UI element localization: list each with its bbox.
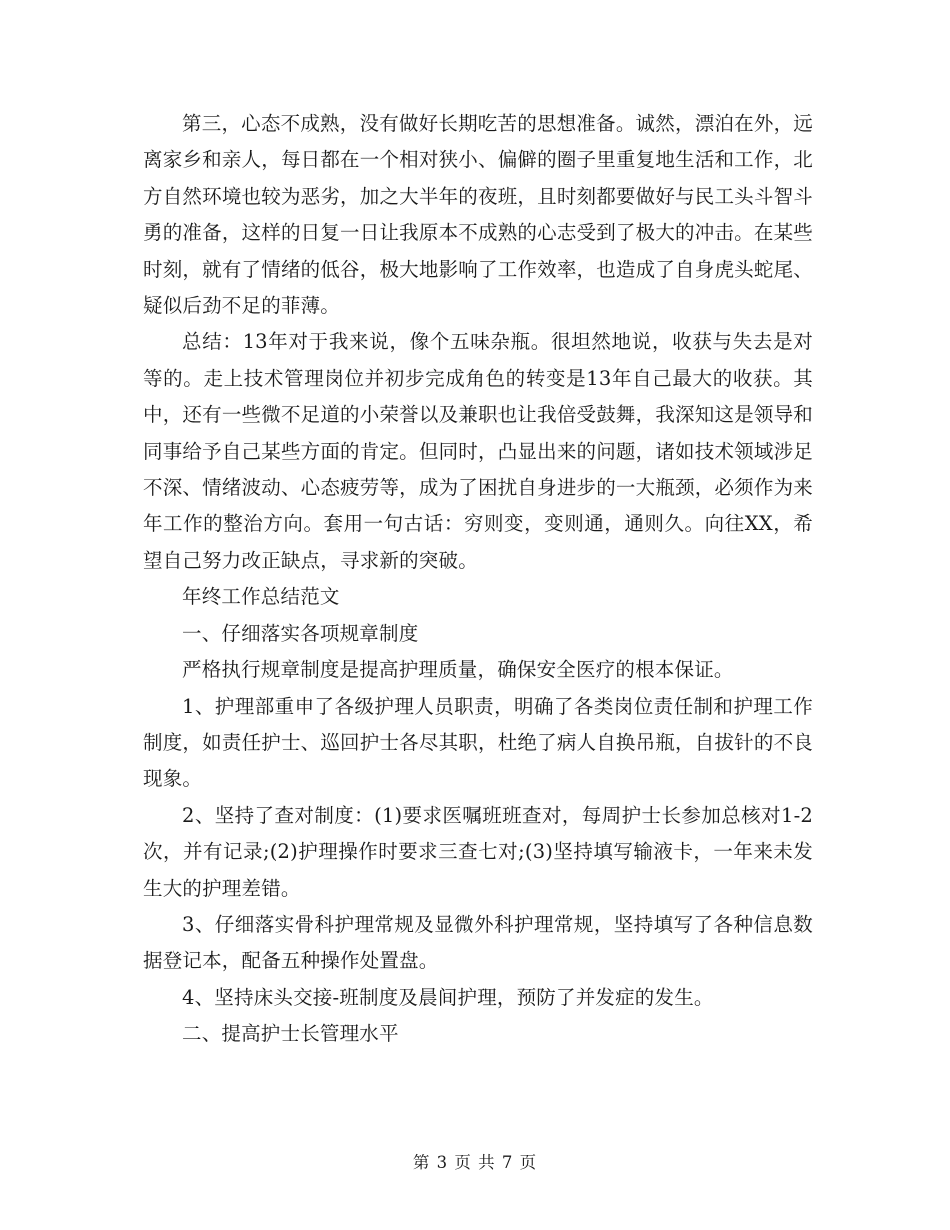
paragraph-item-3: 3、仔细落实骨科护理常规及显微外科护理常规，坚持填写了各种信息数据登记本，配备五种操作处置盘。 <box>143 912 813 973</box>
section-title: 年终工作总结范文 <box>182 585 340 609</box>
paragraph-item-4: 4、坚持床头交接-班制度及晨间护理，预防了并发症的发生。 <box>182 985 714 1009</box>
paragraph-item-2: 2、坚持了查对制度：(1)要求医嘱班班查对，每周护士长参加总核对1-2次，并有记录;(2)护理操作时要求三查七对;(3)坚持填写输液卡，一年来未发生大的护理差错。 <box>143 803 813 900</box>
heading-management: 二、提高护士长管理水平 <box>182 1022 399 1046</box>
page-number: 第 3 页 共 7 页 <box>412 1153 538 1172</box>
paragraph-mindset: 第三，心态不成熟，没有做好长期吃苦的思想准备。诚然，漂泊在外，远离家乡和亲人，每日都在一个相对狭小、偏僻的圈子里重复地生活和工作，北方自然环境也较为恶劣，加之大半年的夜班，且时刻都要做好与民工头斗智斗勇的准备，这样的日复一日让我原本不成熟的心志受到了极大的冲击。在某些时刻，就有了情绪的低谷，极大地影响了工作效率，也造成了自身虎头蛇尾、疑似后劲不足的菲薄。 <box>143 112 813 318</box>
paragraph-item-1: 1、护理部重申了各级护理人员职责，明确了各类岗位责任制和护理工作制度，如责任护士、巡回护士各尽其职，杜绝了病人自换吊瓶，自拔针的不良现象。 <box>143 694 813 791</box>
document-body <box>143 106 813 1053</box>
paragraph-rules-intro: 严格执行规章制度是提高护理质量，确保安全医疗的根本保证。 <box>182 658 734 682</box>
heading-rules: 一、仔细落实各项规章制度 <box>182 621 419 645</box>
paragraph-summary: 总结：13年对于我来说，像个五味杂瓶。很坦然地说，收获与失去是对等的。走上技术管理岗位并初步完成角色的转变是13年自己最大的收获。其中，还有一些微不足道的小荣誉以及兼职也让我倍受鼓舞，我深知这是领导和同事给予自己某些方面的肯定。但同时，凸显出来的问题，诸如技术领域涉足不深、情绪波动、心态疲劳等，成为了困扰自身进步的一大瓶颈，必须作为来年工作的整治方向。套用一句古话：穷则变，变则通，通则久。向往XX，希望自己努力改正缺点，寻求新的突破。 <box>143 330 813 572</box>
